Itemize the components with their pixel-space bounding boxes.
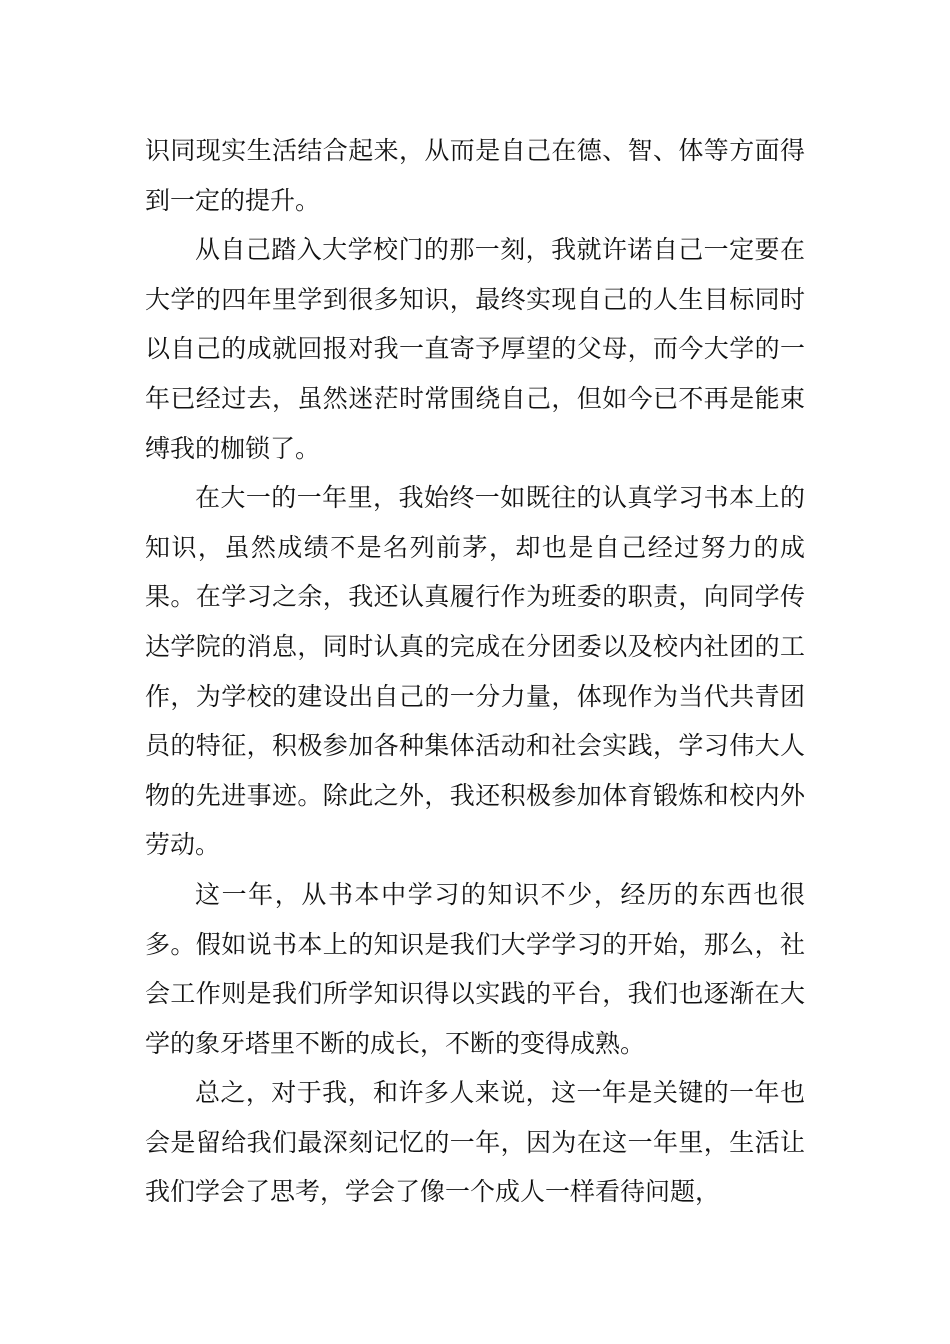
paragraph-5: 总之，对于我，和许多人来说，这一年是关键的一年也会是留给我们最深刻记忆的一年，因为在这一年里，生活让我们学会了思考，学会了像一个成人一样看待问题， bbox=[145, 1078, 805, 1207]
document-body bbox=[145, 126, 805, 1217]
paragraph-4: 这一年，从书本中学习的知识不少，经历的东西也很多。假如说书本上的知识是我们大学学习的开始，那么，社会工作则是我们所学知识得以实践的平台，我们也逐渐在大学的象牙塔里不断的成长，不断的变得成熟。 bbox=[145, 879, 805, 1058]
paragraph-1: 识同现实生活结合起来，从而是自己在德、智、体等方面得到一定的提升。 bbox=[145, 136, 805, 215]
paragraph-3: 在大一的一年里，我始终一如既往的认真学习书本上的知识，虽然成绩不是名列前茅，却也是自己经过努力的成果。在学习之余，我还认真履行作为班委的职责，向同学传达学院的消息，同时认真的完成在分团委以及校内社团的工作，为学校的建设出自己的一分力量，体现作为当代共青团员的特征，积极参加各种集体活动和社会实践，学习伟大人物的先进事迹。除此之外，我还积极参加体育锻炼和校内外劳动。 bbox=[145, 483, 805, 860]
paragraph-2: 从自己踏入大学校门的那一刻，我就许诺自己一定要在大学的四年里学到很多知识，最终实现自己的人生目标同时以自己的成就回报对我一直寄予厚望的父母，而今大学的一年已经过去，虽然迷茫时常围绕自己，但如今已不再是能束缚我的枷锁了。 bbox=[145, 235, 805, 463]
